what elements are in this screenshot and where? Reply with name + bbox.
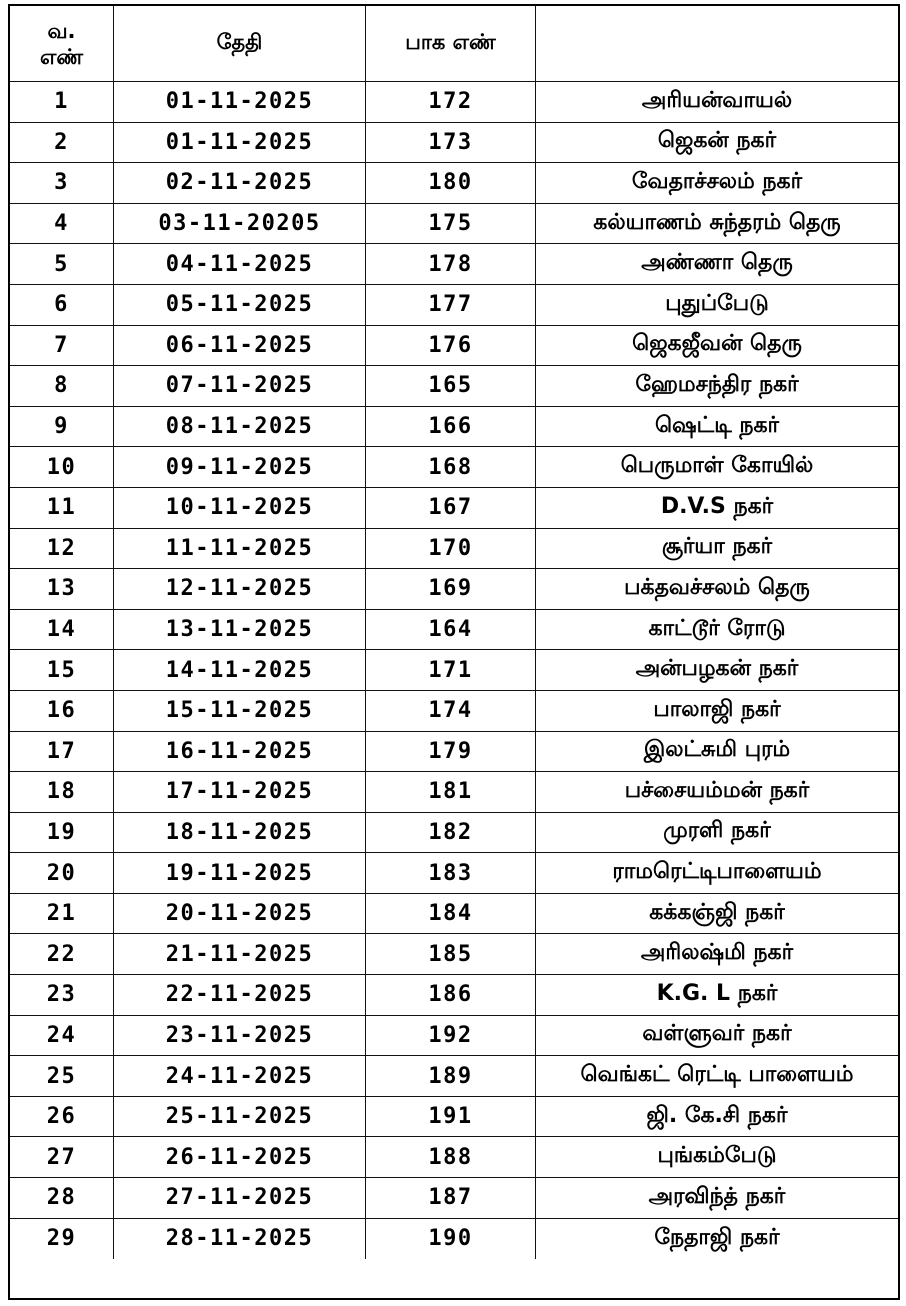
serial-cell: 11 [10,488,114,528]
place-cell: பச்சையம்மன் நகர் [624,777,810,803]
schedule-table [8,4,900,1300]
part-no-cell: 183 [366,853,536,893]
date-cell: 08-11-2025 [114,407,366,447]
part-no-cell: 167 [366,488,536,528]
table-row [10,1016,898,1057]
header-date: தேதி [114,6,366,81]
part-no-cell: 190 [366,1219,536,1260]
serial-cell: 4 [10,204,114,244]
date-cell: 15-11-2025 [114,691,366,731]
table-row [10,894,898,935]
header-serial-line2: எண் [39,44,84,69]
serial-cell: 24 [10,1016,114,1056]
table-row [10,123,898,164]
place-cell: புங்கம்பேடு [657,1143,777,1169]
table-row [10,813,898,854]
serial-cell: 9 [10,407,114,447]
date-cell: 11-11-2025 [114,529,366,569]
table-row [10,163,898,204]
date-cell: 22-11-2025 [114,975,366,1015]
part-no-cell: 192 [366,1016,536,1056]
place-cell: ஹேமசந்திர நகர் [635,371,799,397]
date-cell: 18-11-2025 [114,813,366,853]
part-no-cell: 177 [366,285,536,325]
place-cell: அரவிந்த் நகர் [648,1183,786,1209]
serial-cell: 10 [10,447,114,487]
part-no-cell: 168 [366,447,536,487]
place-cell: வேதாச்சலம் நகர் [631,168,803,194]
header-part-no: பாக எண் [366,6,536,81]
serial-cell: 3 [10,163,114,203]
date-cell: 09-11-2025 [114,447,366,487]
serial-cell: 28 [10,1178,114,1218]
part-no-cell: 174 [366,691,536,731]
place-cell: காட்டூர் ரோடு [648,615,786,641]
table-row [10,975,898,1016]
part-no-cell: 175 [366,204,536,244]
table-row [10,1219,898,1260]
header-place [536,6,898,81]
part-no-cell: 191 [366,1097,536,1137]
serial-cell: 26 [10,1097,114,1137]
serial-cell: 18 [10,772,114,812]
date-cell: 07-11-2025 [114,366,366,406]
place-cell: நேதாஜி நகர் [654,1224,780,1250]
table-body [10,82,898,1259]
part-no-cell: 188 [366,1137,536,1177]
serial-cell: 27 [10,1137,114,1177]
table-row [10,244,898,285]
place-cell: அரியன்வாயல் [641,87,793,113]
place-cell: கக்கஞ்ஜி நகர் [649,899,785,925]
part-no-cell: 173 [366,123,536,163]
date-cell: 20-11-2025 [114,894,366,934]
header-serial-line1: வ. [47,18,76,43]
date-cell: 21-11-2025 [114,934,366,974]
serial-cell: 2 [10,123,114,163]
date-cell: 03-11-20205 [114,204,366,244]
serial-cell: 20 [10,853,114,893]
header-serial [10,6,114,81]
table-row [10,447,898,488]
table-row [10,1097,898,1138]
table-row [10,732,898,773]
part-no-cell: 169 [366,569,536,609]
date-cell: 23-11-2025 [114,1016,366,1056]
part-no-cell: 189 [366,1056,536,1096]
place-cell: D.V.S நகர் [660,493,774,519]
serial-cell: 25 [10,1056,114,1096]
part-no-cell: 164 [366,610,536,650]
serial-cell: 21 [10,894,114,934]
table-row [10,366,898,407]
table-header [10,6,898,82]
table-row [10,1137,898,1178]
place-cell: ஷெட்டி நகர் [654,412,780,438]
table-row [10,772,898,813]
serial-cell: 1 [10,82,114,122]
place-cell: பாலாஜி நகர் [653,696,781,722]
date-cell: 13-11-2025 [114,610,366,650]
place-cell: ஜெகன் நகர் [657,128,777,154]
date-cell: 25-11-2025 [114,1097,366,1137]
place-cell: K.G. L நகர் [656,980,778,1006]
part-no-cell: 165 [366,366,536,406]
table-row [10,488,898,529]
part-no-cell: 171 [366,650,536,690]
table-row [10,853,898,894]
part-no-cell: 181 [366,772,536,812]
part-no-cell: 178 [366,244,536,284]
table-row [10,204,898,245]
date-cell: 19-11-2025 [114,853,366,893]
date-cell: 27-11-2025 [114,1178,366,1218]
table-row [10,1056,898,1097]
table-row [10,529,898,570]
serial-cell: 8 [10,366,114,406]
place-cell: இலட்சுமி புரம் [643,737,791,763]
part-no-cell: 187 [366,1178,536,1218]
place-cell: வள்ளுவர் நகர் [642,1021,792,1047]
date-cell: 10-11-2025 [114,488,366,528]
place-cell: ஜெகஜீவன் தெரு [632,331,802,357]
date-cell: 04-11-2025 [114,244,366,284]
place-cell: பக்தவச்சலம் தெரு [624,574,810,600]
table-row [10,326,898,367]
part-no-cell: 172 [366,82,536,122]
serial-cell: 12 [10,529,114,569]
serial-cell: 29 [10,1219,114,1260]
table-row [10,1178,898,1219]
place-cell: ஜி. கே.சி நகர் [646,1102,788,1128]
place-cell: முரளி நகர் [663,818,771,844]
date-cell: 17-11-2025 [114,772,366,812]
part-no-cell: 184 [366,894,536,934]
table-row [10,650,898,691]
place-cell: அரிலஷ்மி நகர் [640,940,794,966]
serial-cell: 15 [10,650,114,690]
date-cell: 01-11-2025 [114,82,366,122]
serial-cell: 7 [10,326,114,366]
place-cell: அண்ணா தெரு [641,250,793,276]
serial-cell: 16 [10,691,114,731]
table-row [10,285,898,326]
place-cell: அன்பழகன் நகர் [635,656,799,682]
table-row [10,934,898,975]
part-no-cell: 179 [366,732,536,772]
table-row [10,82,898,123]
place-cell: கல்யாணம் சுந்தரம் தெரு [593,209,841,235]
part-no-cell: 182 [366,813,536,853]
serial-cell: 6 [10,285,114,325]
date-cell: 01-11-2025 [114,123,366,163]
serial-cell: 23 [10,975,114,1015]
table-row [10,407,898,448]
serial-cell: 17 [10,732,114,772]
place-cell: புதுப்பேடு [665,290,769,316]
date-cell: 26-11-2025 [114,1137,366,1177]
date-cell: 28-11-2025 [114,1219,366,1260]
serial-cell: 19 [10,813,114,853]
date-cell: 24-11-2025 [114,1056,366,1096]
place-cell: பெருமாள் கோயில் [620,453,814,479]
table-row [10,691,898,732]
place-cell: வெங்கட் ரெட்டி பாளையம் [580,1062,854,1088]
date-cell: 02-11-2025 [114,163,366,203]
serial-cell: 14 [10,610,114,650]
part-no-cell: 166 [366,407,536,447]
date-cell: 12-11-2025 [114,569,366,609]
part-no-cell: 186 [366,975,536,1015]
date-cell: 16-11-2025 [114,732,366,772]
part-no-cell: 180 [366,163,536,203]
date-cell: 14-11-2025 [114,650,366,690]
table-row [10,569,898,610]
serial-cell: 5 [10,244,114,284]
place-cell: ராமரெட்டிபாளையம் [612,859,822,885]
part-no-cell: 170 [366,529,536,569]
table-row [10,610,898,651]
place-cell: சூர்யா நகர் [661,534,773,560]
serial-cell: 13 [10,569,114,609]
part-no-cell: 176 [366,326,536,366]
date-cell: 06-11-2025 [114,326,366,366]
date-cell: 05-11-2025 [114,285,366,325]
serial-cell: 22 [10,934,114,974]
part-no-cell: 185 [366,934,536,974]
